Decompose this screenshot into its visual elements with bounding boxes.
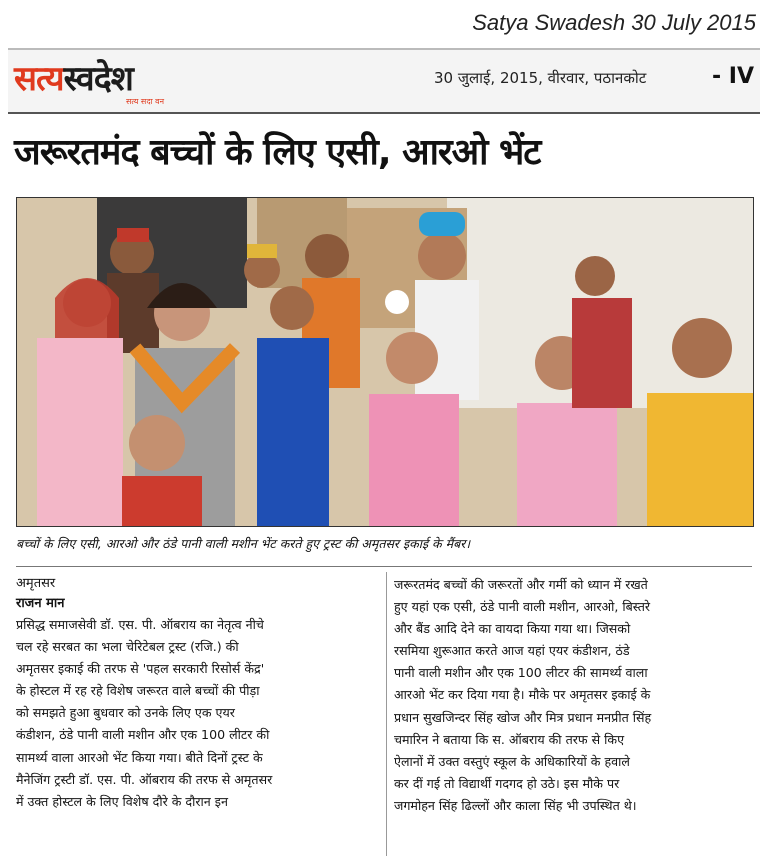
text-line: सामर्थ्य वाला आरओ भेंट किया गया। बीते दिनों ट्रस्ट के xyxy=(16,749,263,765)
text-line: कंडीशन, ठंडे पानी वाली मशीन और एक 100 लीटर की xyxy=(16,727,270,743)
article-headline: जरूरतमंद बच्चों के लिए एसी, आरओ भेंट xyxy=(14,132,541,173)
logo-part-2: स्वदेश xyxy=(63,59,133,99)
text-line: प्रसिद्ध समाजसेवी डॉ. एस. पी. ऑबराय का नेतृत्व नीचे xyxy=(16,617,264,632)
article-column-2 xyxy=(394,574,760,817)
text-line: चल रहे सरबत का भला चेरिटेबल ट्रस्ट (रजि.) की xyxy=(16,639,239,655)
text-line: के होस्टल में रह रहे विशेष जरूरत वाले बच्चों की पीड़ा xyxy=(16,683,260,699)
text-line: रसमिया शुरूआत करते आज यहां एयर कंडीशन, ठंडे xyxy=(394,643,630,659)
text-line: पानी वाली मशीन और एक 100 लीटर की सामर्थ्य वाला xyxy=(394,665,648,681)
article-author: राजन मान xyxy=(16,596,65,611)
logo-part-1: सत्य xyxy=(14,59,64,99)
text-line: हुए यहां एक एसी, ठंडे पानी वाली मशीन, आरओ, बिस्तरे xyxy=(394,599,651,615)
page-number: - IV xyxy=(711,64,754,89)
newspaper-logo xyxy=(14,54,133,100)
text-line: जगमोहन सिंह ढिल्लों और काला सिंह भी उपस्थित थे। xyxy=(394,797,637,813)
text-line: आरओ भेंट कर दिया गया है। मौके पर अमृतसर इकाई के xyxy=(394,687,651,703)
photo-caption: बच्चों के लिए एसी, आरओ और ठंडे पानी वाली मशीन भेंट करते हुए ट्रस्ट की अमृतसर इकाई के मैंबर। xyxy=(16,536,471,551)
text-line: जरूरतमंद बच्चों की जरूरतों और गर्मी को ध्यान में रखते xyxy=(394,577,648,592)
text-line: प्रधान सुखजिन्दर सिंह खोज और मित्र प्रधान मनप्रीत सिंह xyxy=(394,709,652,725)
text-line: मैनेजिंग ट्रस्टी डॉ. एस. पी. ऑबराय की तरफ से अमृतसर xyxy=(16,771,273,787)
text-line: चमारिन ने बताया कि स. ऑबराय की तरफ से किए xyxy=(394,731,625,747)
text-line: और बैंड आदि देने का वायदा किया गया था। जिसको xyxy=(394,621,631,637)
text-line: अमृतसर इकाई की तरफ से 'पहल सरकारी रिसोर्स केंद्र' xyxy=(16,661,265,677)
text-line: ऐलानों में उक्त वस्तुएं स्कूल के अधिकारियों के हवाले xyxy=(394,753,630,769)
newspaper-masthead xyxy=(8,48,760,114)
group-photo-illustration xyxy=(17,198,753,526)
divider xyxy=(16,566,752,567)
column-divider xyxy=(386,572,387,856)
source-label: Satya Swadesh 30 July 2015 xyxy=(472,10,756,35)
dateline: 30 जुलाई, 2015, वीरवार, पठानकोट xyxy=(434,69,647,87)
article-location: अमृतसर xyxy=(16,576,56,591)
logo-tagline: सत्य सदा वन xyxy=(126,97,165,106)
text-line: को समझते हुआ बुधवार को उनके लिए एक एयर xyxy=(16,705,235,721)
news-photo xyxy=(16,197,754,527)
text-line: कर दीं गई तो विद्यार्थी गदगद हो उठे। इस मौके पर xyxy=(394,775,620,791)
text-line: में उक्त होस्टल के लिए विशेष दौरे के दौरान इन xyxy=(16,793,228,809)
article-column-1 xyxy=(16,574,382,813)
